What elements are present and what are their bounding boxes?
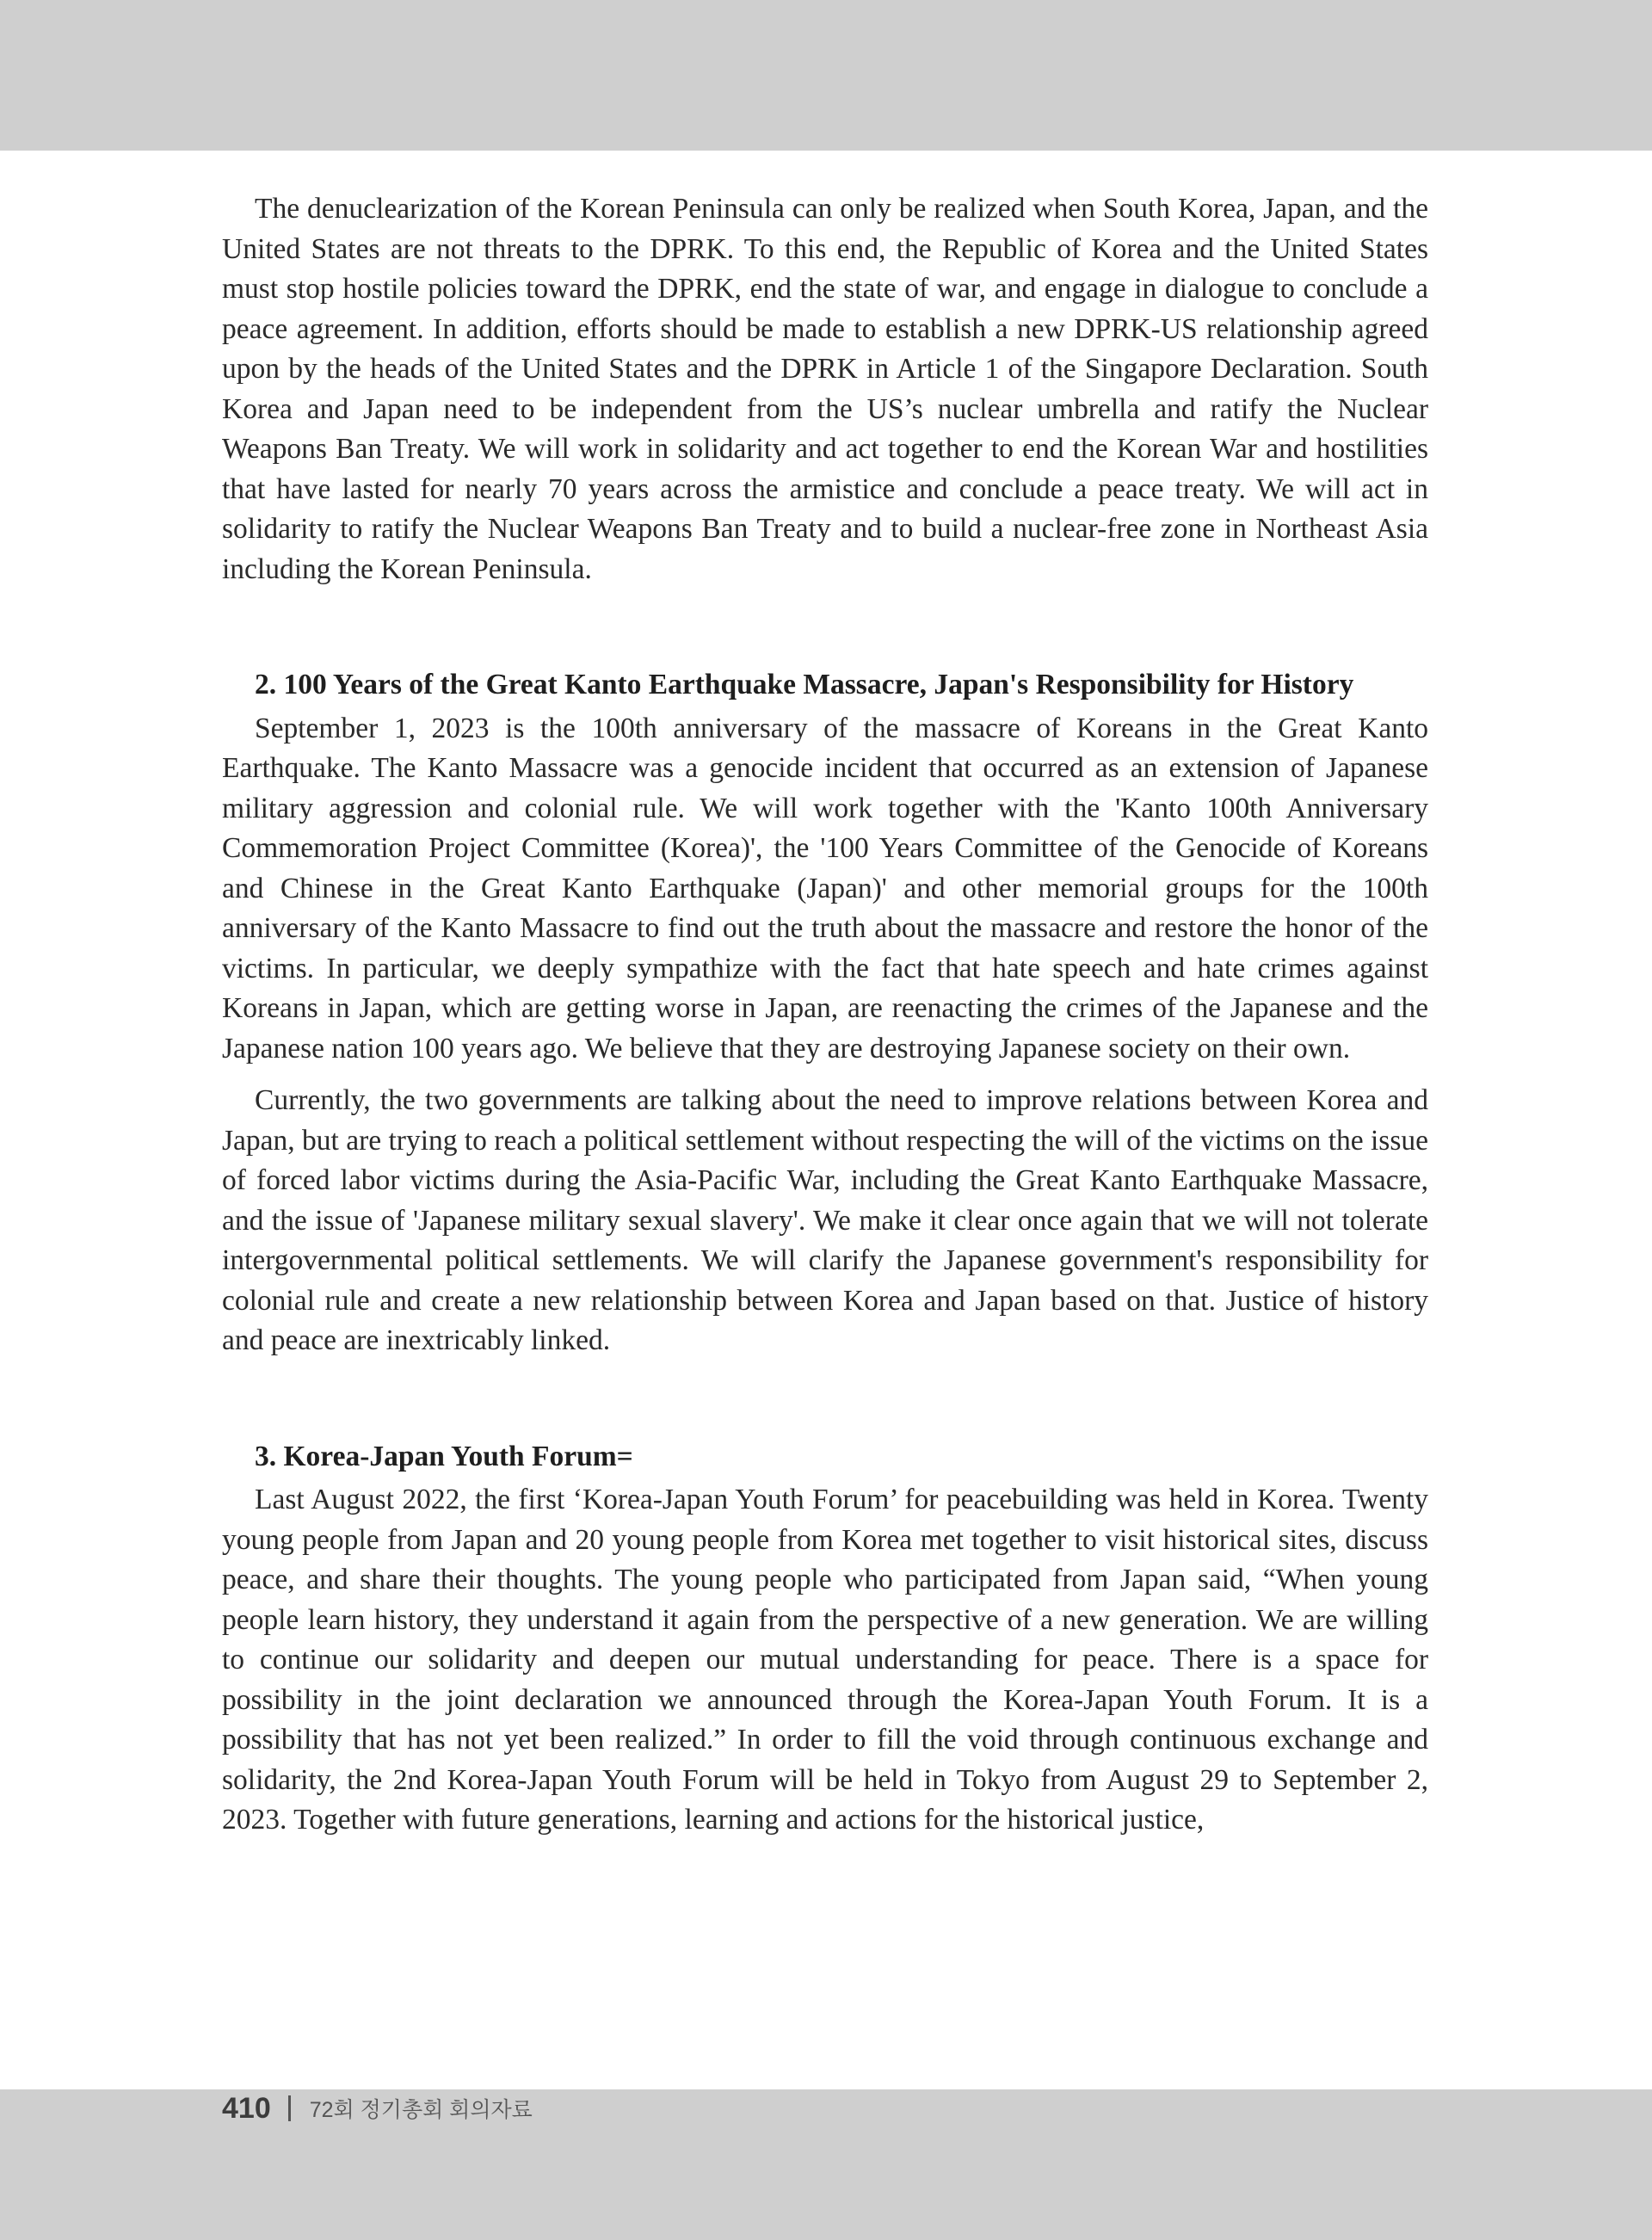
header-band	[0, 0, 1652, 151]
page-number: 410	[222, 2091, 271, 2125]
intro-paragraph: The denuclearization of the Korean Peninsula can only be realized when South Korea, Japan, and the United States are not threats to the DPRK. To this end, the Republic of Korea and the United States must stop hostile policies toward the DPRK, end the state of war, and engage in dialogue to conclude a peace agreement. In addition, efforts should be made to establish a new DPRK-US relationship agreed upon by the heads of the United States and the DPRK in Article 1 of the Singapore Declaration. South Korea and Japan need to be independent from the US’s nuclear umbrella and ratify the Nuclear Weapons Ban Treaty. We will work in solidarity and act together to end the Korean War and hostilities that have lasted for nearly 70 years across the armistice and conclude a peace treaty. We will act in solidarity to ratify the Nuclear Weapons Ban Treaty and to build a nuclear-free zone in Northeast Asia including the Korean Peninsula.	[222, 193, 1428, 585]
section-2-heading: 2. 100 Years of the Great Kanto Earthquake Massacre, Japan's Responsibility for History	[255, 669, 1354, 700]
page-footer	[222, 2083, 533, 2134]
section-3-heading: 3. Korea-Japan Youth Forum=	[255, 1440, 633, 1472]
footer-divider	[288, 2095, 291, 2121]
section-2-paragraph-2: Currently, the two governments are talking about the need to improve relations between Korea and Japan, but are trying to reach a political settlement without respecting the will of the victims on the issue of forced labor victims during the Asia-Pacific War, including the Great Kanto Earthquake Massacre, and the issue of 'Japanese military sexual slavery'. We make it clear once again that we will not tolerate intergovernmental political settlements. We will clarify the Japanese government's responsibility for colonial rule and create a new relationship between Korea and Japan based on that. Justice of history and peace are inextricably linked.	[222, 1084, 1428, 1356]
section-2-paragraph-1: September 1, 2023 is the 100th anniversary of the massacre of Koreans in the Great Kanto Earthquake. The Kanto Massacre was a genocide incident that occurred as an extension of Japanese military aggression and colonial rule. We will work together with the 'Kanto 100th Anniversary Commemoration Project Committee (Korea)', the '100 Years Committee of the Genocide of Koreans and Chinese in the Great Kanto Earthquake (Japan)' and other memorial groups for the 100th anniversary of the Kanto Massacre to find out the truth about the massacre and restore the honor of the victims. In particular, we deeply sympathize with the fact that hate speech and hate crimes against Koreans in Japan, which are getting worse in Japan, are reenacting the crimes of the Japanese and the Japanese nation 100 years ago. We believe that they are destroying Japanese society on their own.	[222, 712, 1428, 1064]
publication-title: 72회 정기총회 회의자료	[309, 2098, 533, 2122]
section-3-paragraph-1: Last August 2022, the first ‘Korea-Japan Youth Forum’ for peacebuilding was held in Korea. Twenty young people from Japan and 20 young people from Korea met together to visit historical sites, discuss peace, and share their thoughts. The young people who participated from Japan said, “When young people learn history, they understand it again from the perspective of a new generation. We are willing to continue our solidarity and deepen our mutual understanding for peace. There is a space for possibility in the joint declaration we announced through the Korea-Japan Youth Forum. It is a possibility that has not yet been realized.” In order to fill the void through continuous exchange and solidarity, the 2nd Korea-Japan Youth Forum will be held in Tokyo from August 29 to September 2, 2023. Together with future generations, learning and actions for the historical justice,	[222, 1484, 1428, 1836]
page-content	[222, 189, 1428, 1841]
